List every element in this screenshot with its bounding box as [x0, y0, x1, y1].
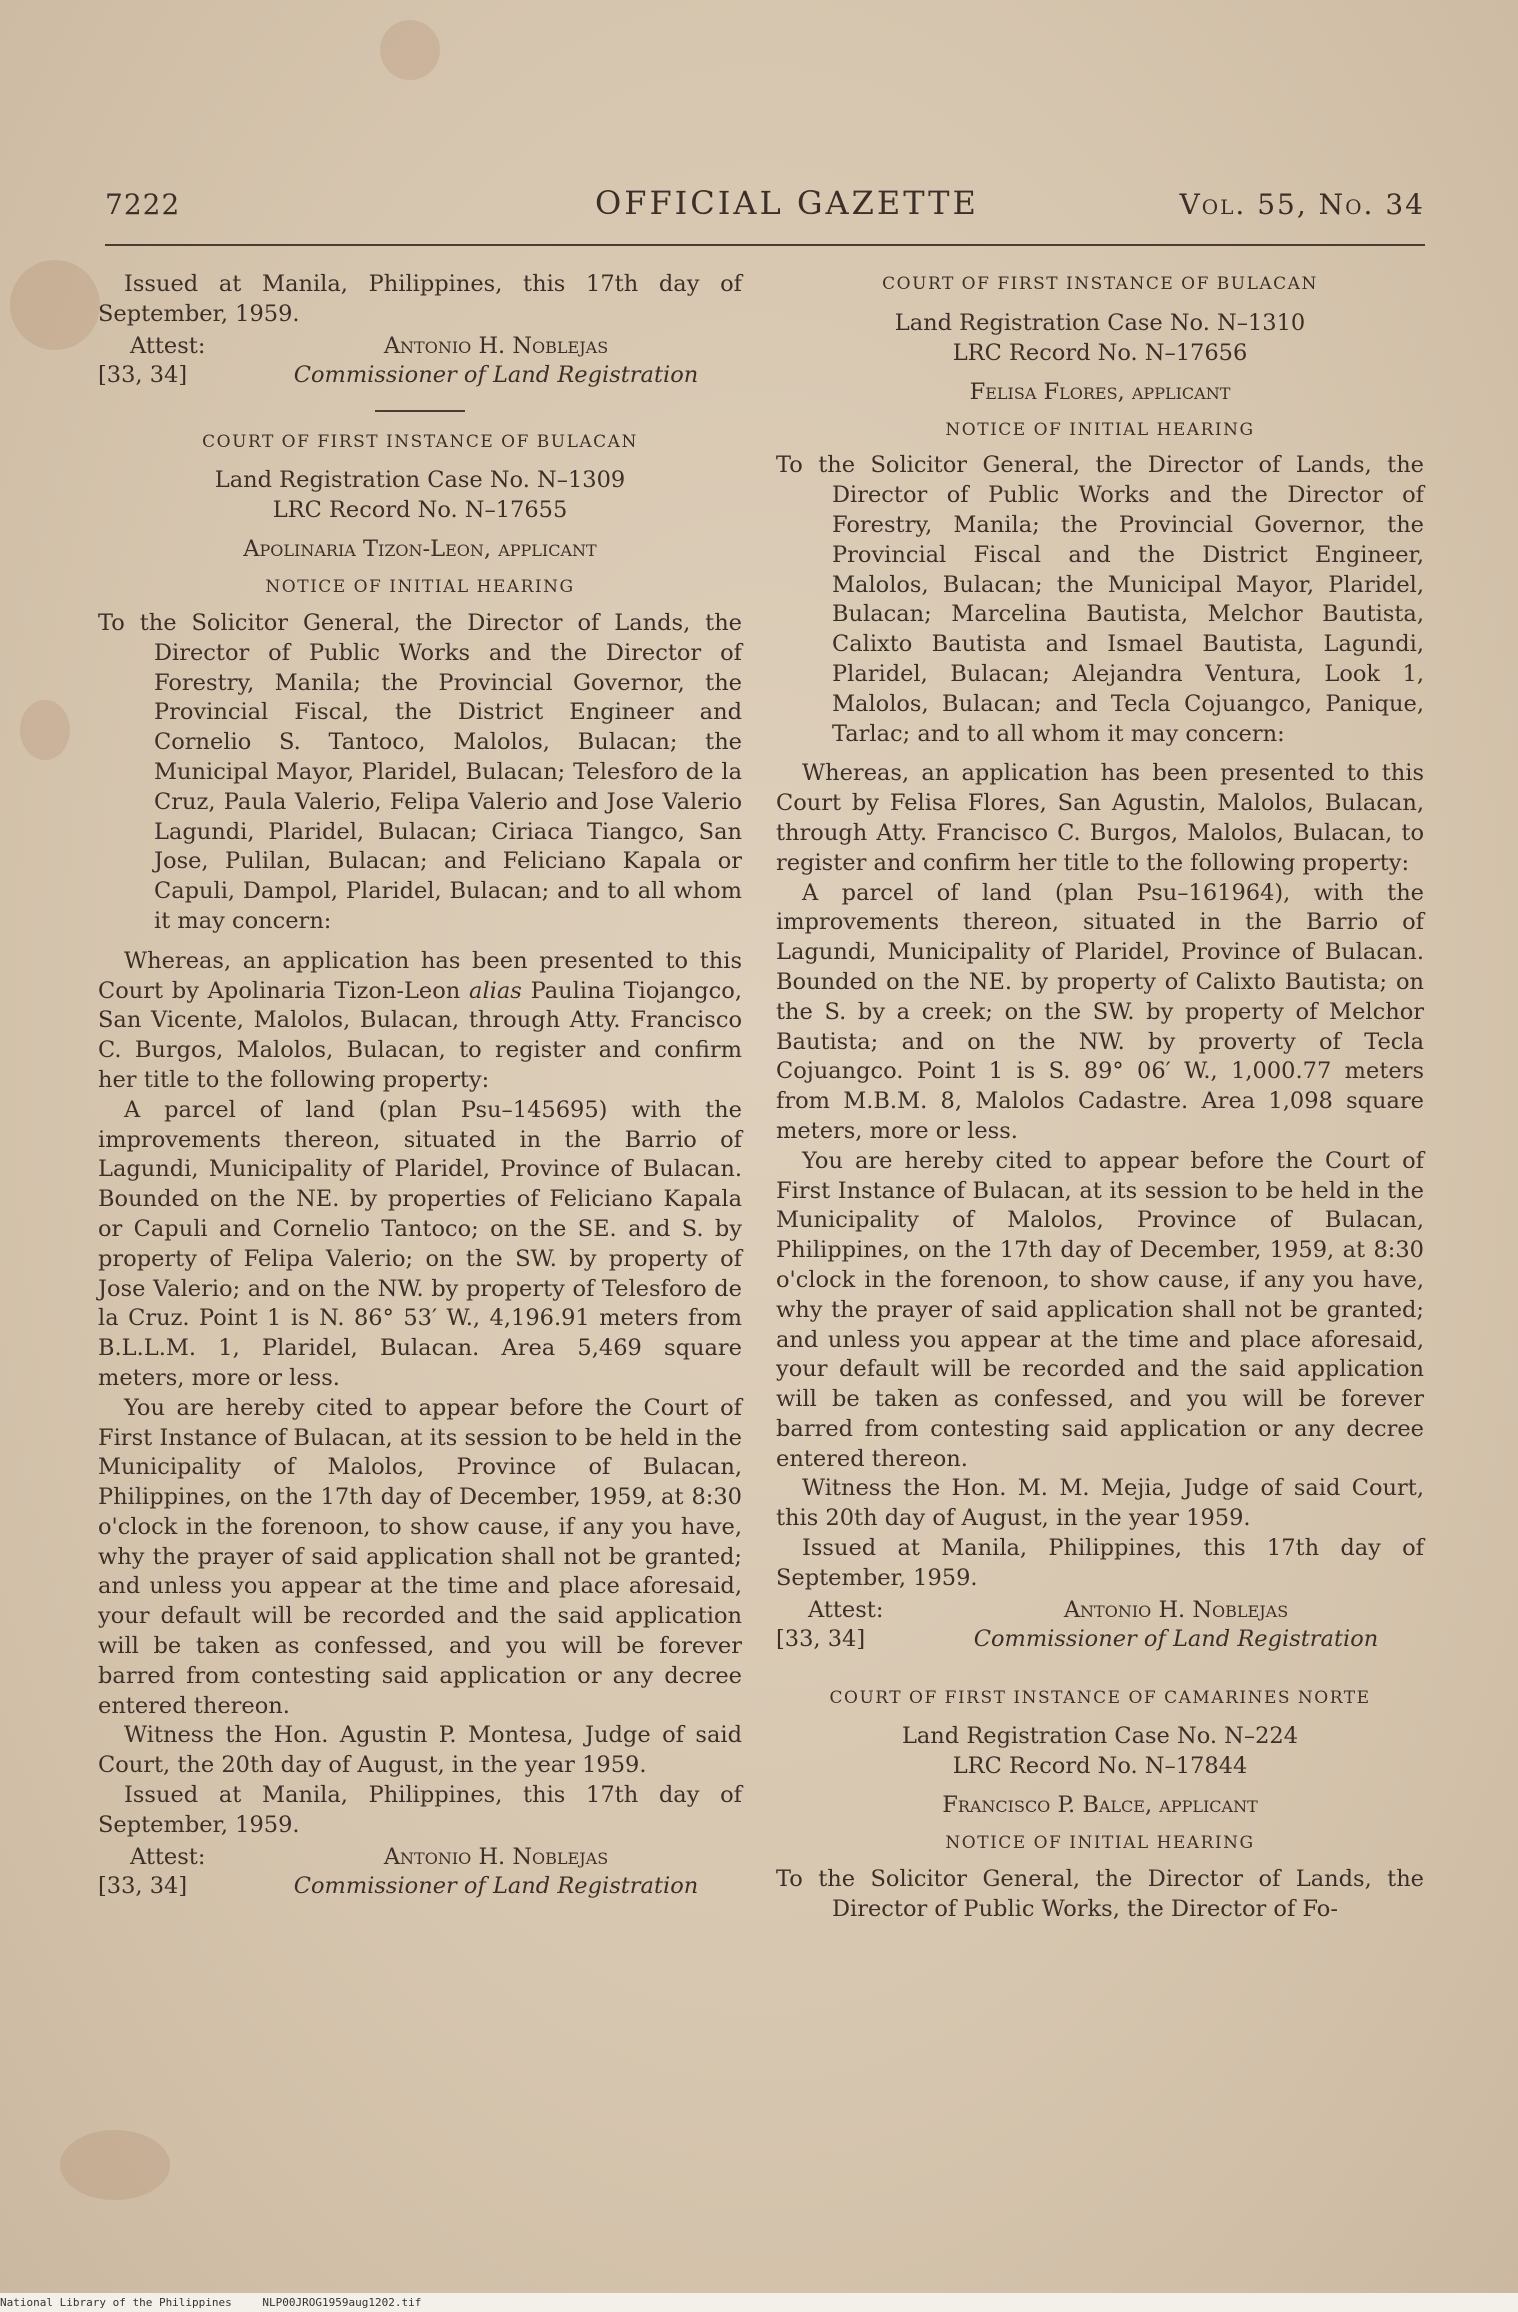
court-heading: COURT OF FIRST INSTANCE OF CAMARINES NORTE — [829, 1687, 1371, 1708]
header-rule — [105, 244, 1425, 246]
stain — [60, 2130, 170, 2200]
left-column — [98, 270, 742, 1901]
whereas-alias: alias — [469, 977, 522, 1004]
section-divider — [375, 410, 465, 412]
addressees: To the Solicitor General, the Director of Lands, the Director of Public Works and the Director of Forestry, Manila; the Provincial Governor, the Provincial Fiscal and the District Engineer, Malolos, Bulacan; the Municipal Mayor, Plaridel, Bulacan; Marcelina Bautista, Melchor Bautista, Calixto Bautista and Ismael Bautista, Lagundi, Plaridel, Bulacan; Alejandra Ventura, Look 1, Malolos, Bulacan; and Tecla Cojuangco, Panique, Tarlac; and to all whom it may concern: — [776, 452, 1424, 747]
lrc-record: LRC Record No. N–17844 — [952, 1753, 1248, 1780]
scan-footer — [0, 2293, 1518, 2312]
attest-label: Attest: — [130, 1843, 206, 1870]
stain — [380, 20, 440, 80]
citation-paragraph: You are hereby cited to appear before the Court of First Instance of Bulacan, at its session to be held in the Municipality of Malolos, Province of Bulacan, Philippines, on the 17th day of December, 1959, at 8:30 o'clock in the forenoon, to show cause, if any you have, why the prayer of said application shall not be granted; and unless you appear at the time and place aforesaid, your default will be recorded and the said application will be taken as confessed, and you will be forever barred from contesting said application or any decree entered thereon. — [776, 1147, 1424, 1472]
applicant-name: Apolinaria Tizon-Leon, applicant — [243, 536, 597, 563]
publication-title: OFFICIAL GAZETTE — [595, 184, 979, 222]
lrc-record: LRC Record No. N–17656 — [952, 339, 1248, 366]
notice-heading: NOTICE OF INITIAL HEARING — [265, 577, 575, 598]
attest-block — [98, 332, 742, 390]
attest-name: Antonio H. Noblejas — [383, 1843, 609, 1870]
notice-heading: NOTICE OF INITIAL HEARING — [945, 419, 1255, 440]
parcel-description: A parcel of land (plan Psu–161964), with the improvements thereon, situated in the Barrio of Lagundi, Municipality of Plaridel, Province of Bulacan. Bounded on the NE. by property of Calixto Bautista; on the S. by a creek; on the SW. by property of Melchor Bautista; and on the NW. by proverty of Tecla Cojuangco. Point 1 is S. 89° 06′ W., 1,000.77 meters from M.B.M. 8, Malolos Cadastre. Area 1,098 square meters, more or less. — [776, 879, 1424, 1144]
attest-role: Commissioner of Land Registration — [293, 1872, 699, 1899]
notice-heading: NOTICE OF INITIAL HEARING — [945, 1833, 1255, 1854]
case-numbers — [776, 308, 1424, 368]
attest-role: Commissioner of Land Registration — [293, 361, 699, 388]
whereas-paragraph: Whereas, an application has been presented to this Court by Felisa Flores, San Agustin, Malolos, Bulacan, through Atty. Francisco C. Burgos, Malolos, Bulacan, to register and confirm her title to the following property: — [776, 760, 1424, 876]
attest-ref: [33, 34] — [98, 361, 188, 388]
case-numbers — [98, 465, 742, 525]
attest-name: Antonio H. Noblejas — [1063, 1596, 1289, 1623]
attest-name: Antonio H. Noblejas — [383, 332, 609, 359]
library-credit: National Library of the Philippines — [0, 2296, 232, 2309]
issued-statement: Issued at Manila, Philippines, this 17th day of September, 1959. — [98, 271, 742, 327]
attest-role: Commissioner of Land Registration — [973, 1625, 1379, 1652]
addressees: To the Solicitor General, the Director of Lands, the Director of Public Works, the Director of Fo- — [776, 1866, 1424, 1922]
lrc-record: LRC Record No. N–17655 — [272, 497, 568, 524]
whereas-text-cont: Paulina Tiojangco, San Vicente, Malolos, Bulacan, through Atty. Francisco C. Burgos, Malolos, Bulacan, to register and confirm her title to the following property: — [98, 977, 742, 1093]
applicant-name: Francisco P. Balce, applicant — [942, 1792, 1258, 1819]
attest-block — [98, 1843, 742, 1901]
parcel-description: A parcel of land (plan Psu–145695) with the improvements thereon, situated in the Barrio of Lagundi, Municipality of Plaridel, Province of Bulacan. Bounded on the NE. by properties of Feliciano Kapala or Capuli and Cornelio Tantoco; on the SE. and S. by property of Felipa Valerio; on the SW. by property of Jose Valerio; and on the NW. by property of Telesforo de la Cruz. Point 1 is N. 86° 53′ W., 4,196.91 meters from B.L.L.M. 1, Plaridel, Bulacan. Area 5,469 square meters, more or less. — [98, 1096, 742, 1391]
witness-paragraph: Witness the Hon. M. M. Mejia, Judge of said Court, this 20th day of August, in the year 1959. — [776, 1475, 1424, 1532]
whereas-text: Whereas, an application has been presented to this Court by Apolinaria Tizon-Leon — [98, 947, 742, 1004]
attest-ref: [33, 34] — [98, 1872, 188, 1899]
attest-label: Attest: — [130, 332, 206, 359]
attest-block — [776, 1596, 1424, 1654]
applicant-name: Felisa Flores, applicant — [969, 378, 1231, 405]
whereas-paragraph — [98, 947, 742, 1096]
attest-ref: [33, 34] — [776, 1625, 866, 1652]
witness-paragraph: Witness the Hon. Agustin P. Montesa, Judge of said Court, the 20th day of August, in the year 1959. — [98, 1722, 742, 1779]
issued-statement: Issued at Manila, Philippines, this 17th day of September, 1959. — [776, 1535, 1424, 1591]
page-number: 7222 — [105, 188, 181, 221]
running-header — [105, 182, 1425, 232]
file-name: NLP00JROG1959aug1202.tif — [262, 2296, 422, 2309]
stain — [20, 700, 70, 760]
case-number: Land Registration Case No. N–1310 — [894, 309, 1306, 336]
right-column — [776, 270, 1424, 1925]
court-heading: COURT OF FIRST INSTANCE OF BULACAN — [202, 431, 638, 452]
case-number: Land Registration Case No. N–224 — [901, 1723, 1299, 1750]
case-numbers — [776, 1721, 1424, 1781]
court-heading: COURT OF FIRST INSTANCE OF BULACAN — [882, 274, 1318, 294]
volume-number: Vol. 55, No. 34 — [1179, 188, 1425, 221]
case-number: Land Registration Case No. N–1309 — [214, 467, 626, 494]
citation-paragraph: You are hereby cited to appear before the Court of First Instance of Bulacan, at its session to be held in the Municipality of Malolos, Province of Bulacan, Philippines, on the 17th day of December, 1959, at 8:30 o'clock in the forenoon, to show cause, if any you have, why the prayer of said application shall not be granted; and unless you appear at the time and place aforesaid, your default will be recorded and the said application will be taken as confessed, and you will be forever barred from contesting said application or any decree entered thereon. — [98, 1394, 742, 1719]
issued-statement: Issued at Manila, Philippines, this 17th day of September, 1959. — [98, 1782, 742, 1838]
attest-label: Attest: — [808, 1596, 884, 1623]
addressees: To the Solicitor General, the Director of Lands, the Director of Public Works and the Director of Forestry, Manila; the Provincial Governor, the Provincial Fiscal, the District Engineer and Cornelio S. Tantoco, Malolos, Bulacan; the Municipal Mayor, Plaridel, Bulacan; Telesforo de la Cruz, Paula Valerio, Felipa Valerio and Jose Valerio Lagundi, Plaridel, Bulacan; Ciriaca Tiangco, San Jose, Pulilan, Bulacan; and Feliciano Kapala or Capuli, Dampol, Plaridel, Bulacan; and to all whom it may concern: — [98, 609, 742, 934]
stain — [10, 260, 100, 350]
